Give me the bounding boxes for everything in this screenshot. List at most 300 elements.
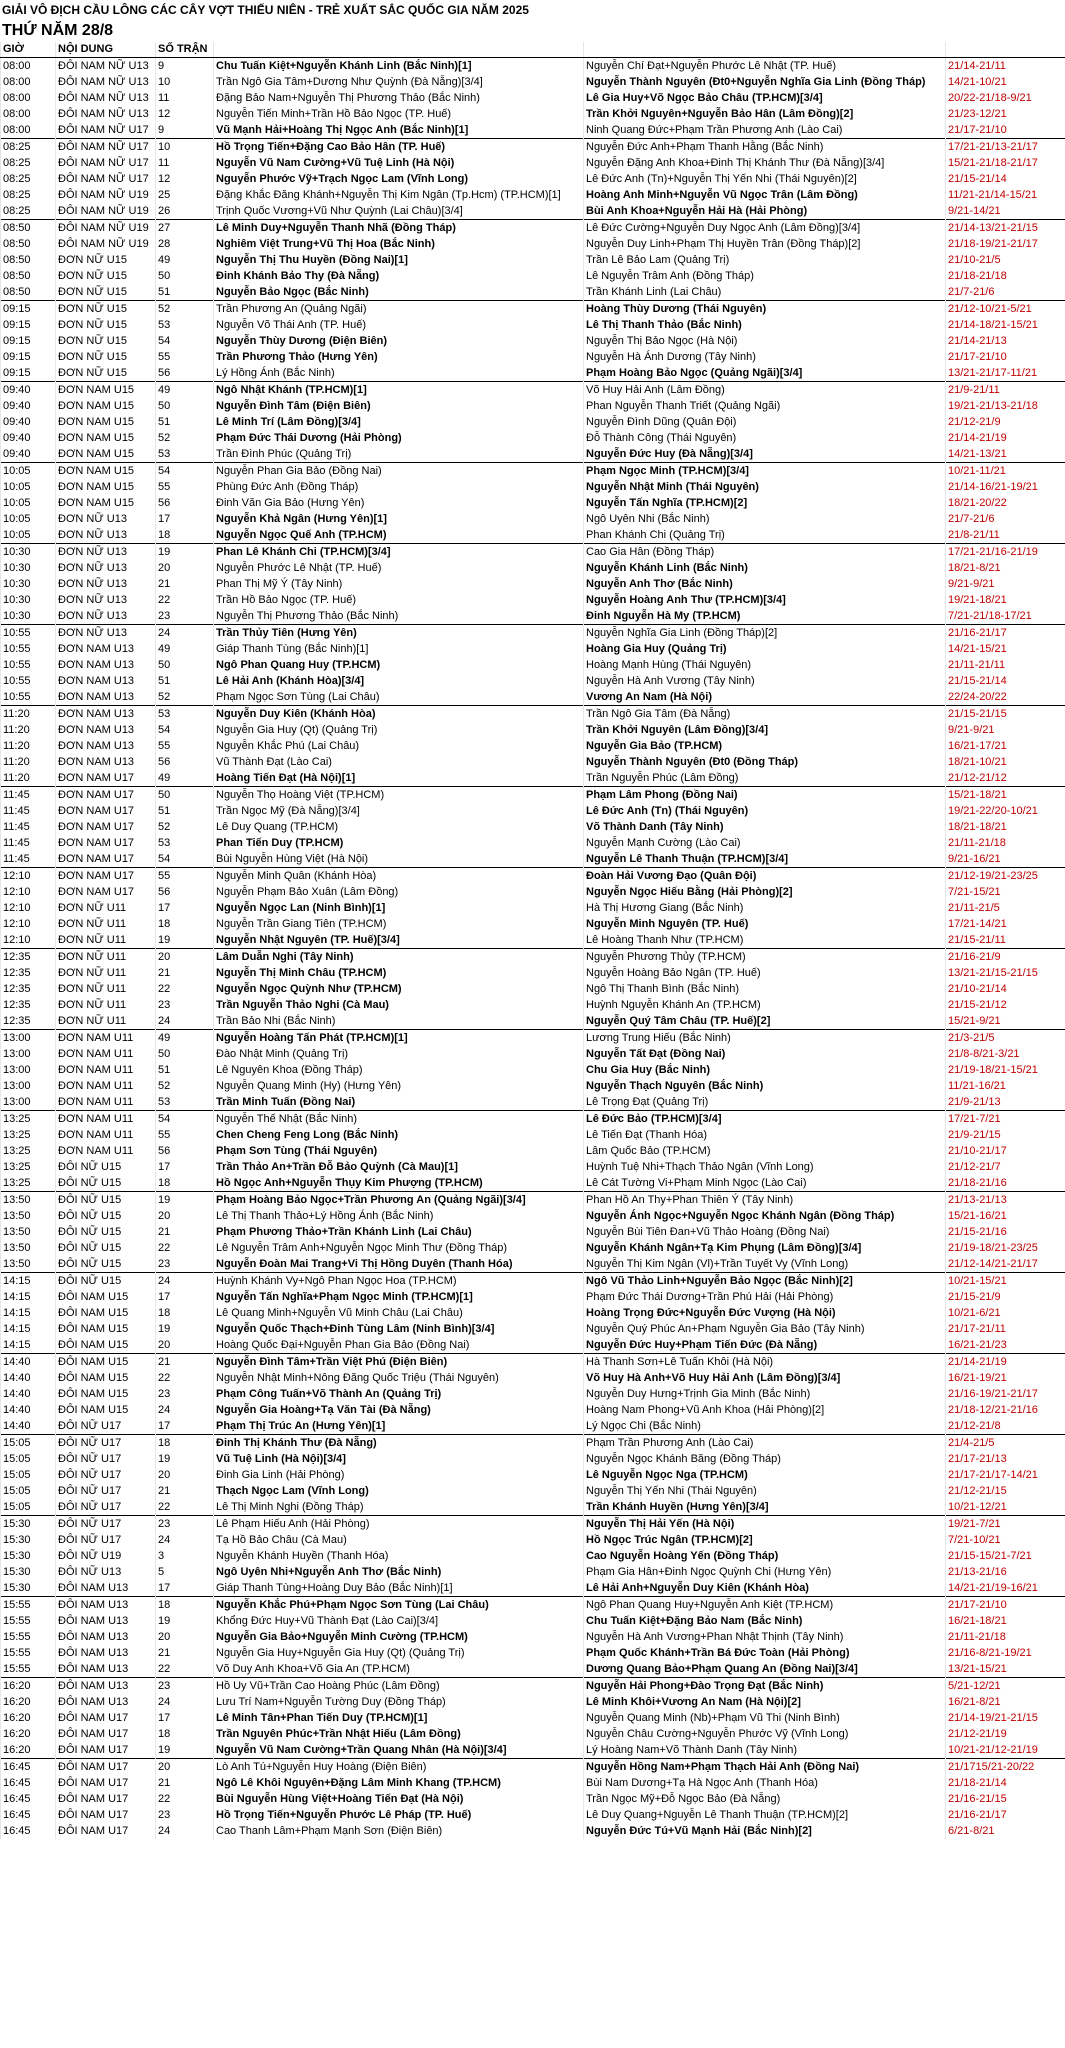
player-a-cell: Đinh Khánh Bảo Thy (Đà Nẵng) [214, 268, 584, 284]
table-row [1, 932, 1065, 949]
time-cell: 09:15 [1, 349, 56, 365]
player-b-cell: Nguyễn Nhật Minh (Thái Nguyên) [584, 479, 946, 495]
match-number-cell: 51 [156, 284, 214, 301]
time-cell: 11:45 [1, 851, 56, 868]
result-cell: 21/17-21/10 [946, 1597, 1065, 1614]
table-row [1, 203, 1065, 220]
time-cell: 15:55 [1, 1661, 56, 1678]
event-cell: ĐƠN NAM U11 [56, 1046, 156, 1062]
player-a-cell: Phạm Công Tuấn+Võ Thành An (Quảng Trị) [214, 1386, 584, 1402]
player-b-cell: Trần Khởi Nguyên (Lâm Đồng)[3/4] [584, 722, 946, 738]
result-cell: 13/21-21/15-21/15 [946, 965, 1065, 981]
player-a-cell: Cao Thanh Lâm+Phạm Mạnh Sơn (Điện Biên) [214, 1823, 584, 1839]
player-b-cell: Bùi Nam Dương+Tạ Hà Ngọc Anh (Thanh Hóa) [584, 1775, 946, 1791]
event-cell: ĐƠN NAM U11 [56, 1111, 156, 1128]
player-a-cell: Nguyễn Phước Vỹ+Trạch Ngọc Lam (Vĩnh Long) [214, 171, 584, 187]
time-cell: 16:45 [1, 1759, 56, 1776]
time-cell: 14:15 [1, 1321, 56, 1337]
event-cell: ĐƠN NỮ U15 [56, 252, 156, 268]
result-cell: 19/21-18/21 [946, 592, 1065, 608]
player-a-cell: Phan Tiến Duy (TP.HCM) [214, 835, 584, 851]
player-a-cell: Nguyễn Khắc Phú+Phạm Ngọc Sơn Tùng (Lai Châu) [214, 1597, 584, 1614]
table-row [1, 1030, 1065, 1047]
result-cell: 16/21-8/21 [946, 1694, 1065, 1710]
player-a-cell: Nguyễn Quang Minh (Hy) (Hưng Yên) [214, 1078, 584, 1094]
table-row [1, 819, 1065, 835]
time-cell: 08:50 [1, 268, 56, 284]
time-cell: 12:10 [1, 932, 56, 949]
match-number-cell: 26 [156, 203, 214, 220]
player-b-cell: Chu Tuấn Kiệt+Đặng Bảo Nam (Bắc Ninh) [584, 1613, 946, 1629]
table-row [1, 1289, 1065, 1305]
schedule-rows [1, 58, 1065, 1840]
event-cell: ĐÔI NAM U15 [56, 1337, 156, 1354]
player-a-cell: Nguyễn Thùy Dương (Điện Biên) [214, 333, 584, 349]
match-number-cell: 50 [156, 657, 214, 673]
result-cell: 18/21-18/21 [946, 819, 1065, 835]
player-a-cell: Bùi Nguyễn Hùng Việt (Hà Nội) [214, 851, 584, 868]
time-cell: 11:20 [1, 754, 56, 770]
time-cell: 15:55 [1, 1645, 56, 1661]
event-cell: ĐƠN NỮ U13 [56, 527, 156, 544]
table-row [1, 754, 1065, 770]
event-cell: ĐƠN NAM U17 [56, 868, 156, 885]
table-row [1, 770, 1065, 787]
time-cell: 10:55 [1, 657, 56, 673]
time-cell: 10:05 [1, 463, 56, 480]
table-row [1, 625, 1065, 642]
table-row [1, 1354, 1065, 1371]
event-cell: ĐƠN NỮ U13 [56, 625, 156, 642]
event-cell: ĐÔI NAM NỮ U13 [56, 58, 156, 75]
result-cell: 10/21-12/21 [946, 1499, 1065, 1516]
time-cell: 09:40 [1, 430, 56, 446]
match-number-cell: 21 [156, 1775, 214, 1791]
table-row [1, 1127, 1065, 1143]
event-cell: ĐƠN NỮ U15 [56, 365, 156, 382]
table-row [1, 1483, 1065, 1499]
table-row [1, 1111, 1065, 1128]
result-cell: 21/10-21/17 [946, 1143, 1065, 1159]
match-number-cell: 23 [156, 1516, 214, 1533]
player-b-cell: Lê Nguyễn Ngọc Nga (TP.HCM) [584, 1467, 946, 1483]
player-b-cell: Lê Đức Anh (Tn)+Nguyễn Thị Yến Nhi (Thái Nguyên)[2] [584, 171, 946, 187]
match-number-cell: 49 [156, 1030, 214, 1047]
event-cell: ĐƠN NAM U15 [56, 414, 156, 430]
match-number-cell: 54 [156, 851, 214, 868]
player-b-cell: Lê Trọng Đạt (Quảng Trị) [584, 1094, 946, 1111]
table-row [1, 1726, 1065, 1742]
player-a-cell: Trần Hồ Bảo Ngọc (TP. Huế) [214, 592, 584, 608]
header-event: NỘI DUNG [56, 42, 156, 58]
match-number-cell: 54 [156, 463, 214, 480]
player-a-cell: Trần Đình Phúc (Quảng Trị) [214, 446, 584, 463]
player-b-cell: Nguyễn Thị Yến Nhi (Thái Nguyên) [584, 1483, 946, 1499]
result-cell: 21/7-21/6 [946, 284, 1065, 301]
time-cell: 16:20 [1, 1678, 56, 1695]
player-a-cell: Nguyễn Phước Lê Nhật (TP. Huế) [214, 560, 584, 576]
header-player-b [584, 42, 946, 58]
table-row [1, 1548, 1065, 1564]
event-cell: ĐƠN NAM U13 [56, 641, 156, 657]
time-cell: 11:45 [1, 819, 56, 835]
player-b-cell: Nguyễn Châu Cường+Nguyễn Phước Vỹ (Vĩnh Long) [584, 1726, 946, 1742]
event-cell: ĐƠN NỮ U13 [56, 511, 156, 527]
player-a-cell: Nguyễn Thọ Hoàng Việt (TP.HCM) [214, 787, 584, 804]
player-b-cell: Nguyễn Gia Bảo (TP.HCM) [584, 738, 946, 754]
table-row [1, 1402, 1065, 1418]
match-number-cell: 53 [156, 317, 214, 333]
time-cell: 13:00 [1, 1030, 56, 1047]
match-number-cell: 51 [156, 803, 214, 819]
table-row [1, 900, 1065, 916]
player-a-cell: Trần Minh Tuấn (Đồng Nai) [214, 1094, 584, 1111]
player-b-cell: Đinh Nguyễn Hà My (TP.HCM) [584, 608, 946, 625]
player-b-cell: Chu Gia Huy (Bắc Ninh) [584, 1062, 946, 1078]
event-cell: ĐÔI NAM U17 [56, 1726, 156, 1742]
event-cell: ĐÔI NAM NỮ U13 [56, 106, 156, 122]
player-a-cell: Phan Thị Mỹ Ý (Tây Ninh) [214, 576, 584, 592]
result-cell: 21/12-21/7 [946, 1159, 1065, 1175]
match-number-cell: 49 [156, 770, 214, 787]
table-row [1, 706, 1065, 723]
event-cell: ĐÔI NAM NỮ U19 [56, 203, 156, 220]
schedule-table [0, 42, 1065, 1839]
player-a-cell: Nguyễn Phạm Bảo Xuân (Lâm Đồng) [214, 884, 584, 900]
time-cell: 08:50 [1, 236, 56, 252]
result-cell: 21/17-21/10 [946, 122, 1065, 139]
result-cell: 21/12-21/12 [946, 770, 1065, 787]
match-number-cell: 23 [156, 1807, 214, 1823]
time-cell: 13:25 [1, 1127, 56, 1143]
player-a-cell: Lê Duy Quang (TP.HCM) [214, 819, 584, 835]
match-number-cell: 19 [156, 544, 214, 561]
match-number-cell: 49 [156, 641, 214, 657]
result-cell: 21/15-21/14 [946, 673, 1065, 689]
table-row [1, 965, 1065, 981]
table-row [1, 58, 1065, 75]
player-b-cell: Nguyễn Phương Thủy (TP.HCM) [584, 949, 946, 966]
match-number-cell: 50 [156, 787, 214, 804]
table-row [1, 1467, 1065, 1483]
player-b-cell: Vương An Nam (Hà Nội) [584, 689, 946, 706]
table-row [1, 851, 1065, 868]
event-cell: ĐƠN NỮ U11 [56, 916, 156, 932]
result-cell: 15/21-9/21 [946, 1013, 1065, 1030]
player-b-cell: Nguyễn Chí Đạt+Nguyễn Phước Lê Nhật (TP. Huế) [584, 58, 946, 75]
match-number-cell: 53 [156, 446, 214, 463]
match-number-cell: 24 [156, 1823, 214, 1839]
result-cell: 16/21-18/21 [946, 1613, 1065, 1629]
result-cell: 17/21-21/16-21/19 [946, 544, 1065, 561]
table-row [1, 446, 1065, 463]
player-b-cell: Võ Huy Hải Anh (Lâm Đồng) [584, 382, 946, 399]
time-cell: 13:25 [1, 1143, 56, 1159]
player-b-cell: Nguyễn Hồng Nam+Phạm Thạch Hải Anh (Đồng Nai) [584, 1759, 946, 1776]
event-cell: ĐÔI NỮ U19 [56, 1548, 156, 1564]
player-b-cell: Nguyễn Thị Bảo Ngọc (Hà Nội) [584, 333, 946, 349]
match-number-cell: 54 [156, 1111, 214, 1128]
event-cell: ĐƠN NAM U13 [56, 722, 156, 738]
match-number-cell: 17 [156, 900, 214, 916]
match-number-cell: 20 [156, 1337, 214, 1354]
result-cell: 21/14-21/19 [946, 1354, 1065, 1371]
table-row [1, 689, 1065, 706]
match-number-cell: 51 [156, 673, 214, 689]
player-a-cell: Hồ Trọng Tiến+Nguyễn Phước Lê Pháp (TP. Huế) [214, 1807, 584, 1823]
match-number-cell: 19 [156, 1321, 214, 1337]
match-number-cell: 22 [156, 1661, 214, 1678]
table-row [1, 576, 1065, 592]
table-row [1, 1159, 1065, 1175]
player-a-cell: Giáp Thanh Tùng (Bắc Ninh)[1] [214, 641, 584, 657]
table-row [1, 608, 1065, 625]
match-number-cell: 9 [156, 58, 214, 75]
table-row [1, 1435, 1065, 1452]
table-row [1, 1775, 1065, 1791]
result-cell: 21/18-12/21-21/16 [946, 1402, 1065, 1418]
header-player-a [214, 42, 584, 58]
result-cell: 9/21-16/21 [946, 851, 1065, 868]
result-cell: 21/17-21/11 [946, 1321, 1065, 1337]
player-a-cell: Nguyễn Gia Huy+Nguyễn Gia Huy (Qt) (Quảng Trị) [214, 1645, 584, 1661]
player-b-cell: Trần Nguyễn Phúc (Lâm Đồng) [584, 770, 946, 787]
player-b-cell: Hoàng Thùy Dương (Thái Nguyên) [584, 301, 946, 318]
player-b-cell: Nguyễn Hoàng Anh Thư (TP.HCM)[3/4] [584, 592, 946, 608]
player-b-cell: Huỳnh Tuệ Nhi+Thạch Thảo Ngân (Vĩnh Long) [584, 1159, 946, 1175]
match-number-cell: 55 [156, 738, 214, 754]
time-cell: 15:30 [1, 1516, 56, 1533]
time-cell: 09:40 [1, 446, 56, 463]
match-number-cell: 50 [156, 268, 214, 284]
time-cell: 14:40 [1, 1354, 56, 1371]
time-cell: 12:10 [1, 884, 56, 900]
table-row [1, 1710, 1065, 1726]
player-b-cell: Nguyễn Hải Phong+Đào Trọng Đạt (Bắc Ninh) [584, 1678, 946, 1695]
match-number-cell: 22 [156, 1370, 214, 1386]
result-cell: 21/10-21/14 [946, 981, 1065, 997]
player-b-cell: Nguyễn Thạch Nguyên (Bắc Ninh) [584, 1078, 946, 1094]
player-b-cell: Nguyễn Nghĩa Gia Linh (Đồng Tháp)[2] [584, 625, 946, 642]
page-subtitle: THỨ NĂM 28/8 [2, 22, 114, 39]
result-cell: 7/21-15/21 [946, 884, 1065, 900]
table-row [1, 722, 1065, 738]
player-a-cell: Nguyễn Gia Hoàng+Tạ Văn Tài (Đà Nẵng) [214, 1402, 584, 1418]
time-cell: 16:45 [1, 1807, 56, 1823]
table-row [1, 1629, 1065, 1645]
time-cell: 13:25 [1, 1175, 56, 1192]
event-cell: ĐƠN NAM U13 [56, 673, 156, 689]
player-a-cell: Nguyễn Nhật Minh+Nông Đăng Quốc Triệu (Thái Nguyên) [214, 1370, 584, 1386]
match-number-cell: 18 [156, 1305, 214, 1321]
result-cell: 21/18-21/18 [946, 268, 1065, 284]
player-b-cell: Phạm Hoàng Bảo Ngọc (Quảng Ngãi)[3/4] [584, 365, 946, 382]
result-cell: 21/12-19/21-23/25 [946, 868, 1065, 885]
player-a-cell: Nghiêm Việt Trung+Vũ Thị Hoa (Bắc Ninh) [214, 236, 584, 252]
time-cell: 15:05 [1, 1435, 56, 1452]
player-a-cell: Nguyễn Khắc Phú (Lai Châu) [214, 738, 584, 754]
result-cell: 15/21-18/21 [946, 787, 1065, 804]
event-cell: ĐƠN NAM U15 [56, 495, 156, 511]
player-a-cell: Hồ Trọng Tiến+Đặng Cao Bảo Hân (TP. Huế) [214, 139, 584, 156]
event-cell: ĐƠN NỮ U15 [56, 333, 156, 349]
player-b-cell: Phạm Trần Phương Anh (Lào Cai) [584, 1435, 946, 1452]
time-cell: 14:15 [1, 1305, 56, 1321]
player-a-cell: Phạm Đức Thái Dương (Hải Phòng) [214, 430, 584, 446]
match-number-cell: 55 [156, 1127, 214, 1143]
result-cell: 21/15-21/14 [946, 171, 1065, 187]
match-number-cell: 21 [156, 576, 214, 592]
player-b-cell: Nguyễn Hà Ánh Dương (Tây Ninh) [584, 349, 946, 365]
event-cell: ĐƠN NAM U15 [56, 463, 156, 480]
event-cell: ĐƠN NỮ U11 [56, 932, 156, 949]
result-cell: 21/15-21/11 [946, 932, 1065, 949]
player-b-cell: Trần Khởi Nguyên+Nguyễn Bảo Hân (Lâm Đồng)[2] [584, 106, 946, 122]
match-number-cell: 17 [156, 1418, 214, 1435]
event-cell: ĐÔI NỮ U17 [56, 1532, 156, 1548]
table-row [1, 430, 1065, 446]
player-b-cell: Nguyễn Duy Linh+Phạm Thị Huyền Trân (Đồng Tháp)[2] [584, 236, 946, 252]
player-a-cell: Nguyễn Thị Phương Thảo (Bắc Ninh) [214, 608, 584, 625]
player-b-cell: Ngô Phan Quang Huy+Nguyễn Anh Kiệt (TP.HCM) [584, 1597, 946, 1614]
result-cell: 21/16-21/15 [946, 1791, 1065, 1807]
event-cell: ĐƠN NỮ U13 [56, 592, 156, 608]
table-row [1, 544, 1065, 561]
player-a-cell: Nguyễn Thị Thu Huyền (Đồng Nai)[1] [214, 252, 584, 268]
player-b-cell: Nguyễn Đình Dũng (Quân Đội) [584, 414, 946, 430]
time-cell: 16:45 [1, 1823, 56, 1839]
match-number-cell: 17 [156, 1580, 214, 1597]
player-a-cell: Trần Thủy Tiên (Hưng Yên) [214, 625, 584, 642]
player-b-cell: Hoàng Gia Huy (Quảng Trị) [584, 641, 946, 657]
result-cell: 21/12-21/19 [946, 1726, 1065, 1742]
time-cell: 14:40 [1, 1370, 56, 1386]
result-cell: 21/9-21/11 [946, 382, 1065, 399]
event-cell: ĐƠN NỮ U11 [56, 949, 156, 966]
table-row [1, 74, 1065, 90]
result-cell: 19/21-22/20-10/21 [946, 803, 1065, 819]
player-b-cell: Lê Minh Khôi+Vương An Nam (Hà Nội)[2] [584, 1694, 946, 1710]
result-cell: 21/1715/21-20/22 [946, 1759, 1065, 1776]
match-number-cell: 19 [156, 1451, 214, 1467]
player-b-cell: Võ Huy Hà Anh+Võ Huy Hải Anh (Lâm Đồng)[3/4] [584, 1370, 946, 1386]
player-a-cell: Phạm Sơn Tùng (Thái Nguyên) [214, 1143, 584, 1159]
time-cell: 10:55 [1, 673, 56, 689]
table-row [1, 803, 1065, 819]
player-a-cell: Hoàng Tiến Đạt (Hà Nội)[1] [214, 770, 584, 787]
event-cell: ĐÔI NỮ U15 [56, 1256, 156, 1273]
match-number-cell: 22 [156, 1499, 214, 1516]
player-b-cell: Lê Gia Huy+Võ Ngọc Bảo Châu (TP.HCM)[3/4] [584, 90, 946, 106]
table-row [1, 479, 1065, 495]
table-row [1, 398, 1065, 414]
event-cell: ĐƠN NAM U17 [56, 835, 156, 851]
time-cell: 10:30 [1, 592, 56, 608]
time-cell: 08:25 [1, 171, 56, 187]
event-cell: ĐÔI NỮ U17 [56, 1483, 156, 1499]
table-row [1, 1224, 1065, 1240]
table-row [1, 1499, 1065, 1516]
player-b-cell: Nguyễn Đặng Anh Khoa+Đinh Thị Khánh Thư (Đà Nẵng)[3/4] [584, 155, 946, 171]
result-cell: 21/8-8/21-3/21 [946, 1046, 1065, 1062]
event-cell: ĐÔI NAM U13 [56, 1629, 156, 1645]
player-a-cell: Nguyễn Tiến Minh+Trần Hồ Bảo Ngọc (TP. Huế) [214, 106, 584, 122]
event-cell: ĐƠN NỮ U11 [56, 981, 156, 997]
match-number-cell: 50 [156, 398, 214, 414]
player-a-cell: Trần Thảo An+Trần Đỗ Bảo Quỳnh (Cà Mau)[1] [214, 1159, 584, 1175]
time-cell: 16:20 [1, 1742, 56, 1759]
time-cell: 15:55 [1, 1613, 56, 1629]
table-row [1, 252, 1065, 268]
result-cell: 21/14-13/21-21/15 [946, 220, 1065, 237]
player-a-cell: Chu Tuấn Kiệt+Nguyễn Khánh Linh (Bắc Ninh)[1] [214, 58, 584, 75]
result-cell: 22/24-20/22 [946, 689, 1065, 706]
table-row [1, 333, 1065, 349]
match-number-cell: 24 [156, 1694, 214, 1710]
table-row [1, 868, 1065, 885]
time-cell: 08:50 [1, 220, 56, 237]
event-cell: ĐÔI NỮ U15 [56, 1273, 156, 1290]
player-a-cell: Lò Anh Tú+Nguyễn Huy Hoàng (Điện Biên) [214, 1759, 584, 1776]
table-row [1, 949, 1065, 966]
time-cell: 15:30 [1, 1564, 56, 1580]
result-cell: 7/21-10/21 [946, 1532, 1065, 1548]
player-b-cell: Lâm Quốc Bảo (TP.HCM) [584, 1143, 946, 1159]
time-cell: 10:05 [1, 479, 56, 495]
table-row [1, 349, 1065, 365]
result-cell: 10/21-21/12-21/19 [946, 1742, 1065, 1759]
result-cell: 15/21-21/18-21/17 [946, 155, 1065, 171]
table-row [1, 1305, 1065, 1321]
time-cell: 08:25 [1, 187, 56, 203]
time-cell: 16:20 [1, 1694, 56, 1710]
player-a-cell: Nguyễn Khả Ngân (Hưng Yên)[1] [214, 511, 584, 527]
event-cell: ĐÔI NAM U13 [56, 1645, 156, 1661]
match-number-cell: 19 [156, 932, 214, 949]
table-row [1, 171, 1065, 187]
player-a-cell: Nguyễn Khánh Huyền (Thanh Hóa) [214, 1548, 584, 1564]
time-cell: 13:25 [1, 1159, 56, 1175]
player-b-cell: Bùi Anh Khoa+Nguyễn Hải Hà (Hải Phòng) [584, 203, 946, 220]
result-cell: 13/21-21/17-11/21 [946, 365, 1065, 382]
time-cell: 13:50 [1, 1256, 56, 1273]
player-b-cell: Phan Hồ An Thy+Phan Thiên Ý (Tây Ninh) [584, 1192, 946, 1209]
match-number-cell: 51 [156, 414, 214, 430]
event-cell: ĐÔI NAM U15 [56, 1386, 156, 1402]
player-a-cell: Huỳnh Khánh Vy+Ngô Phan Ngọc Hoa (TP.HCM) [214, 1273, 584, 1290]
table-row [1, 1807, 1065, 1823]
time-cell: 13:50 [1, 1224, 56, 1240]
player-b-cell: Lê Đức Cường+Nguyễn Duy Ngọc Anh (Lâm Đồng)[3/4] [584, 220, 946, 237]
player-a-cell: Nguyễn Đoàn Mai Trang+Vi Thị Hồng Duyên (Thanh Hóa) [214, 1256, 584, 1273]
result-cell: 21/17-21/13 [946, 1451, 1065, 1467]
result-cell: 21/10-21/5 [946, 252, 1065, 268]
event-cell: ĐƠN NỮ U15 [56, 284, 156, 301]
result-cell: 21/14-21/11 [946, 58, 1065, 75]
result-cell: 14/21-21/19-16/21 [946, 1580, 1065, 1597]
match-number-cell: 51 [156, 1062, 214, 1078]
player-b-cell: Đoàn Hải Vương Đạo (Quân Đội) [584, 868, 946, 885]
player-a-cell: Bùi Nguyễn Hùng Việt+Hoàng Tiến Đạt (Hà Nội) [214, 1791, 584, 1807]
table-row [1, 916, 1065, 932]
result-cell: 11/21-21/14-15/21 [946, 187, 1065, 203]
player-b-cell: Trần Ngô Gia Tâm (Đà Nẵng) [584, 706, 946, 723]
player-b-cell: Ngô Vũ Thảo Linh+Nguyễn Bảo Ngọc (Bắc Ninh)[2] [584, 1273, 946, 1290]
table-row [1, 657, 1065, 673]
result-cell: 18/21-20/22 [946, 495, 1065, 511]
player-b-cell: Ngô Uyên Nhi (Bắc Ninh) [584, 511, 946, 527]
player-a-cell: Nguyễn Duy Kiên (Khánh Hòa) [214, 706, 584, 723]
